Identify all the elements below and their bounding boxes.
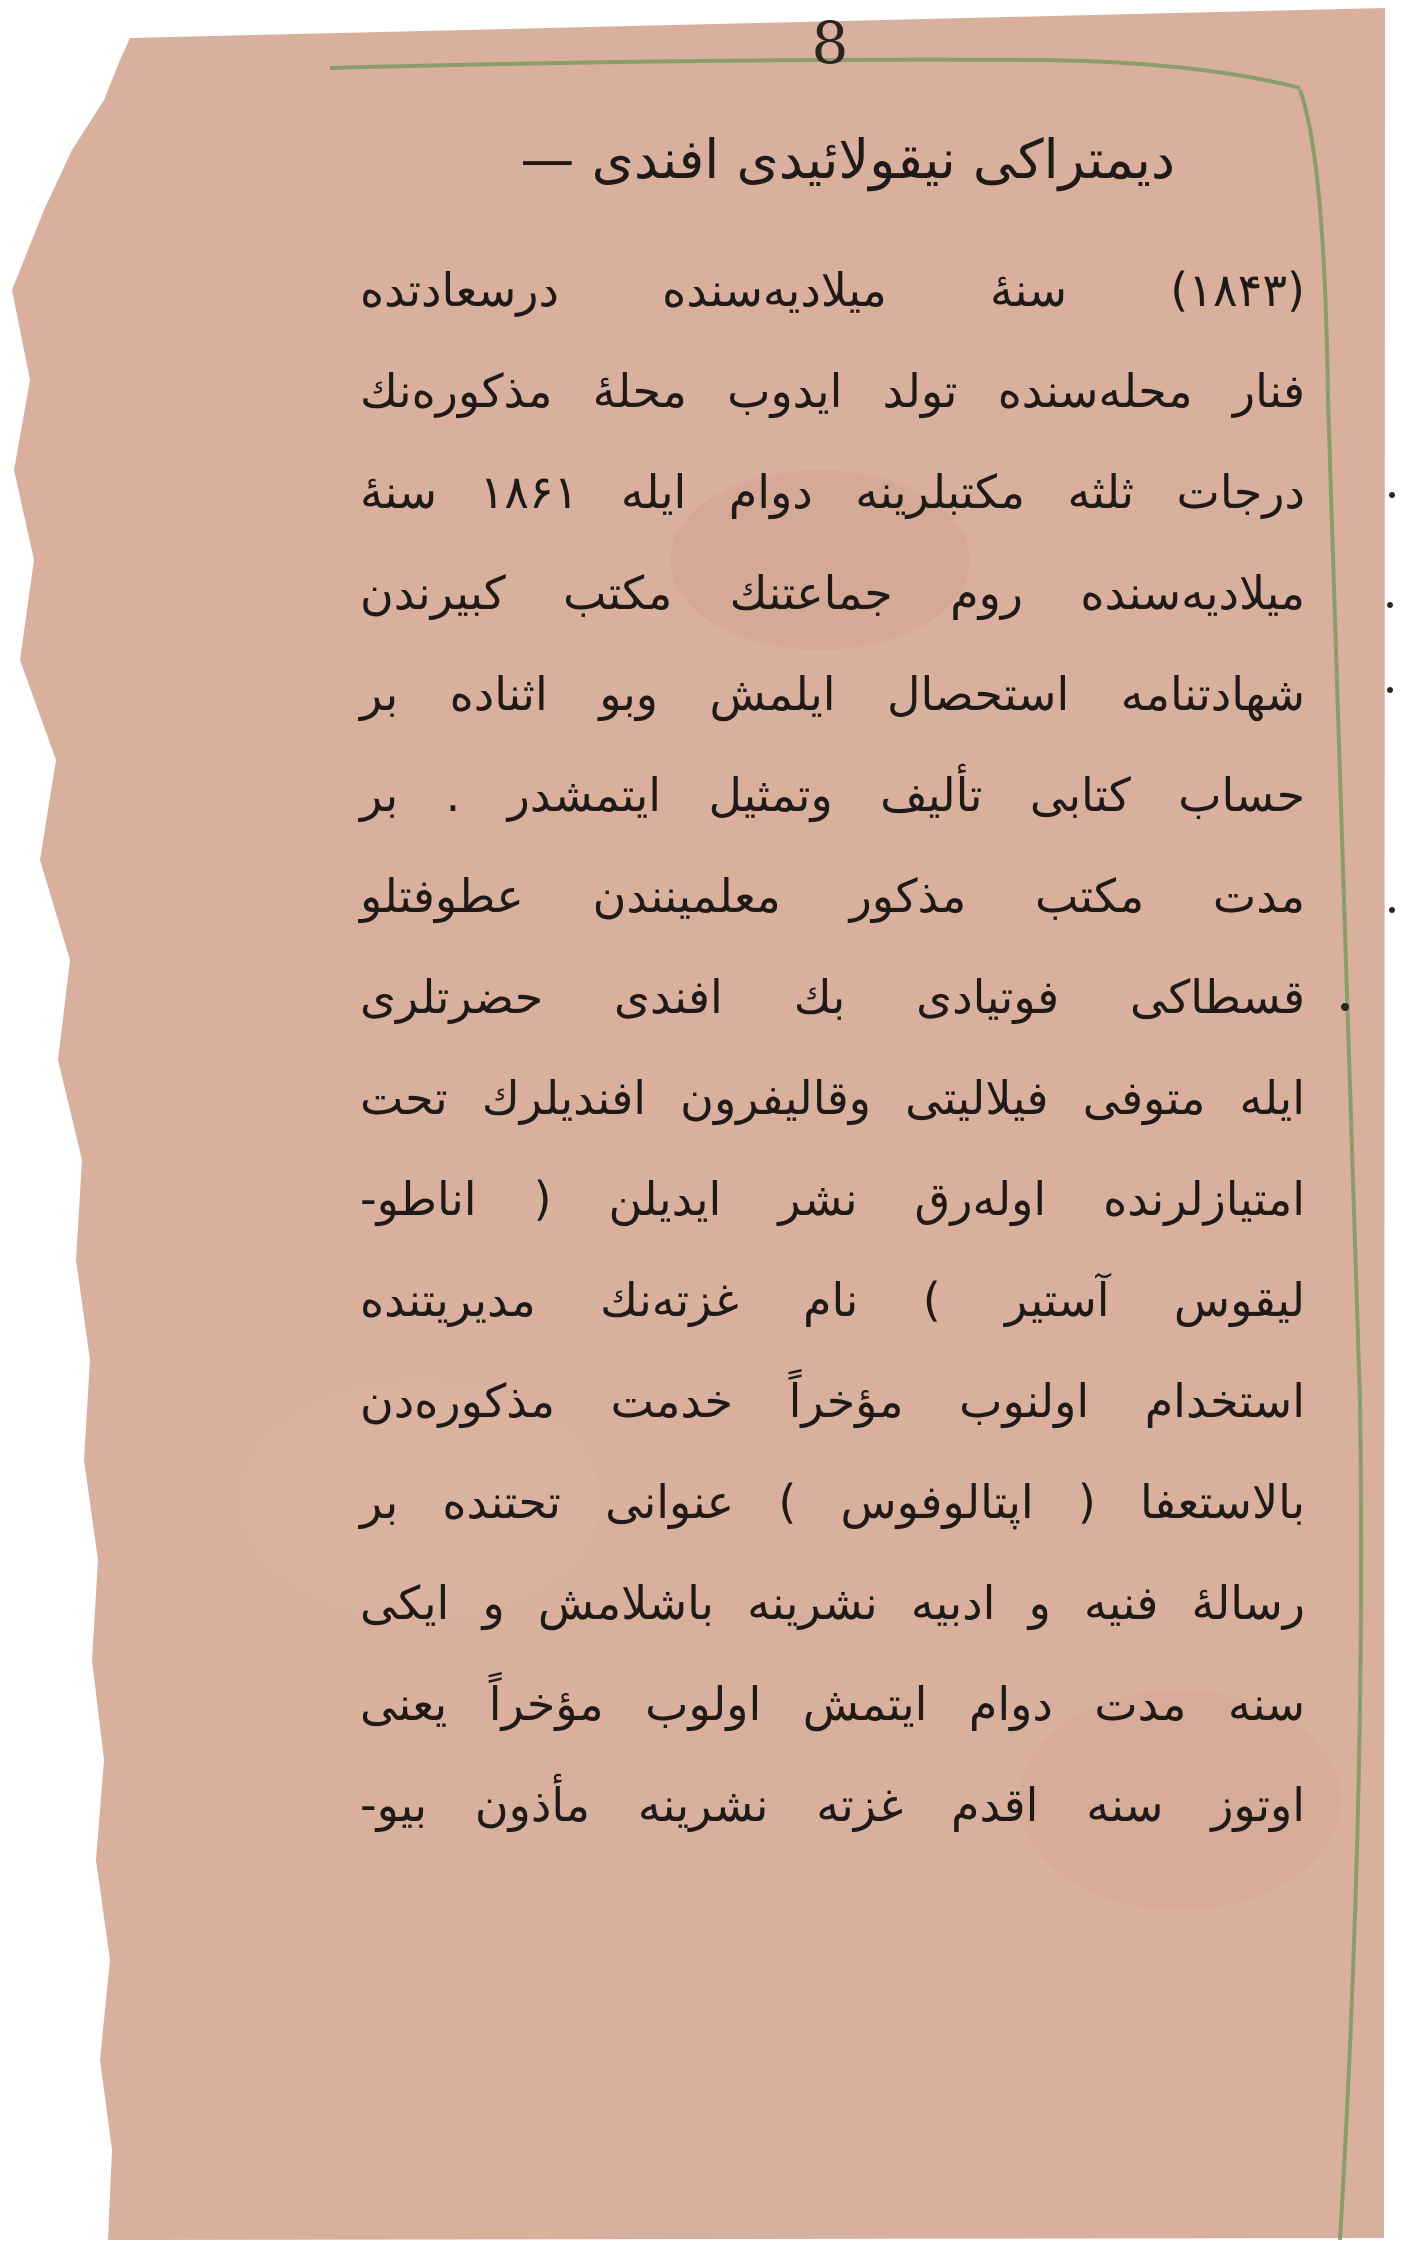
text-line: حساب کتابی تألیف وتمثیل ایتمشدر . بر — [360, 768, 1305, 822]
text-line: امتیازلرنده اوله‌رق نشر ایدیلن ( اناطو- — [360, 1172, 1305, 1226]
edge-mark — [1387, 602, 1393, 608]
article-heading: دیمتراکی نیقولائیدی افندی — — [520, 128, 1175, 191]
text-line: فنار محله‌سنده تولد ایدوب محلهٔ مذکوره‌نك — [360, 364, 1305, 418]
page-number: 8 — [811, 9, 849, 77]
text-line: شهادتنامه استحصال ایلمش وبو اثناده بر — [360, 667, 1305, 721]
edge-mark — [1389, 492, 1395, 498]
text-line: بالاستعفا ( اپتالوفوس ) عنوانی تحتنده بر — [360, 1475, 1305, 1529]
text-line: رسالهٔ فنیه و ادبیه نشرینه باشلامش و ایکی — [360, 1576, 1305, 1630]
text-line: مدت مکتب مذکور معلمینندن عطوفتلو — [360, 869, 1305, 923]
text-line: درجات ثلثه مکتبلرینه دوام ایله ۱۸۶۱ سنهٔ — [360, 465, 1305, 519]
text-line: لیقوس آستیر ) نام غزته‌نك مدیریتنده — [360, 1273, 1305, 1327]
edge-mark — [1389, 907, 1395, 913]
text-line: سنه مدت دوام ایتمش اولوب مؤخراً یعنی — [360, 1677, 1305, 1731]
text-line: اوتوز سنه اقدم غزته نشرینه مأذون بیو- — [360, 1778, 1305, 1832]
text-line: ایله متوفی فیلالیتی وقالیفرون افندیلرك تحت — [360, 1071, 1305, 1125]
edge-mark — [1341, 1003, 1349, 1011]
edge-mark — [1387, 687, 1393, 693]
text-line: (۱۸۴۳) سنهٔ میلادیه‌سنده درسعادتده — [360, 263, 1305, 317]
text-line: استخدام اولنوب مؤخراً خدمت مذکوره‌دن — [360, 1374, 1305, 1428]
article-text — [360, 115, 1305, 1856]
text-line: قسطاکی فوتیادی بك افندی حضرتلری — [360, 970, 1305, 1024]
text-line: میلادیه‌سنده روم جماعتنك مکتب کبیرندن — [360, 566, 1305, 620]
